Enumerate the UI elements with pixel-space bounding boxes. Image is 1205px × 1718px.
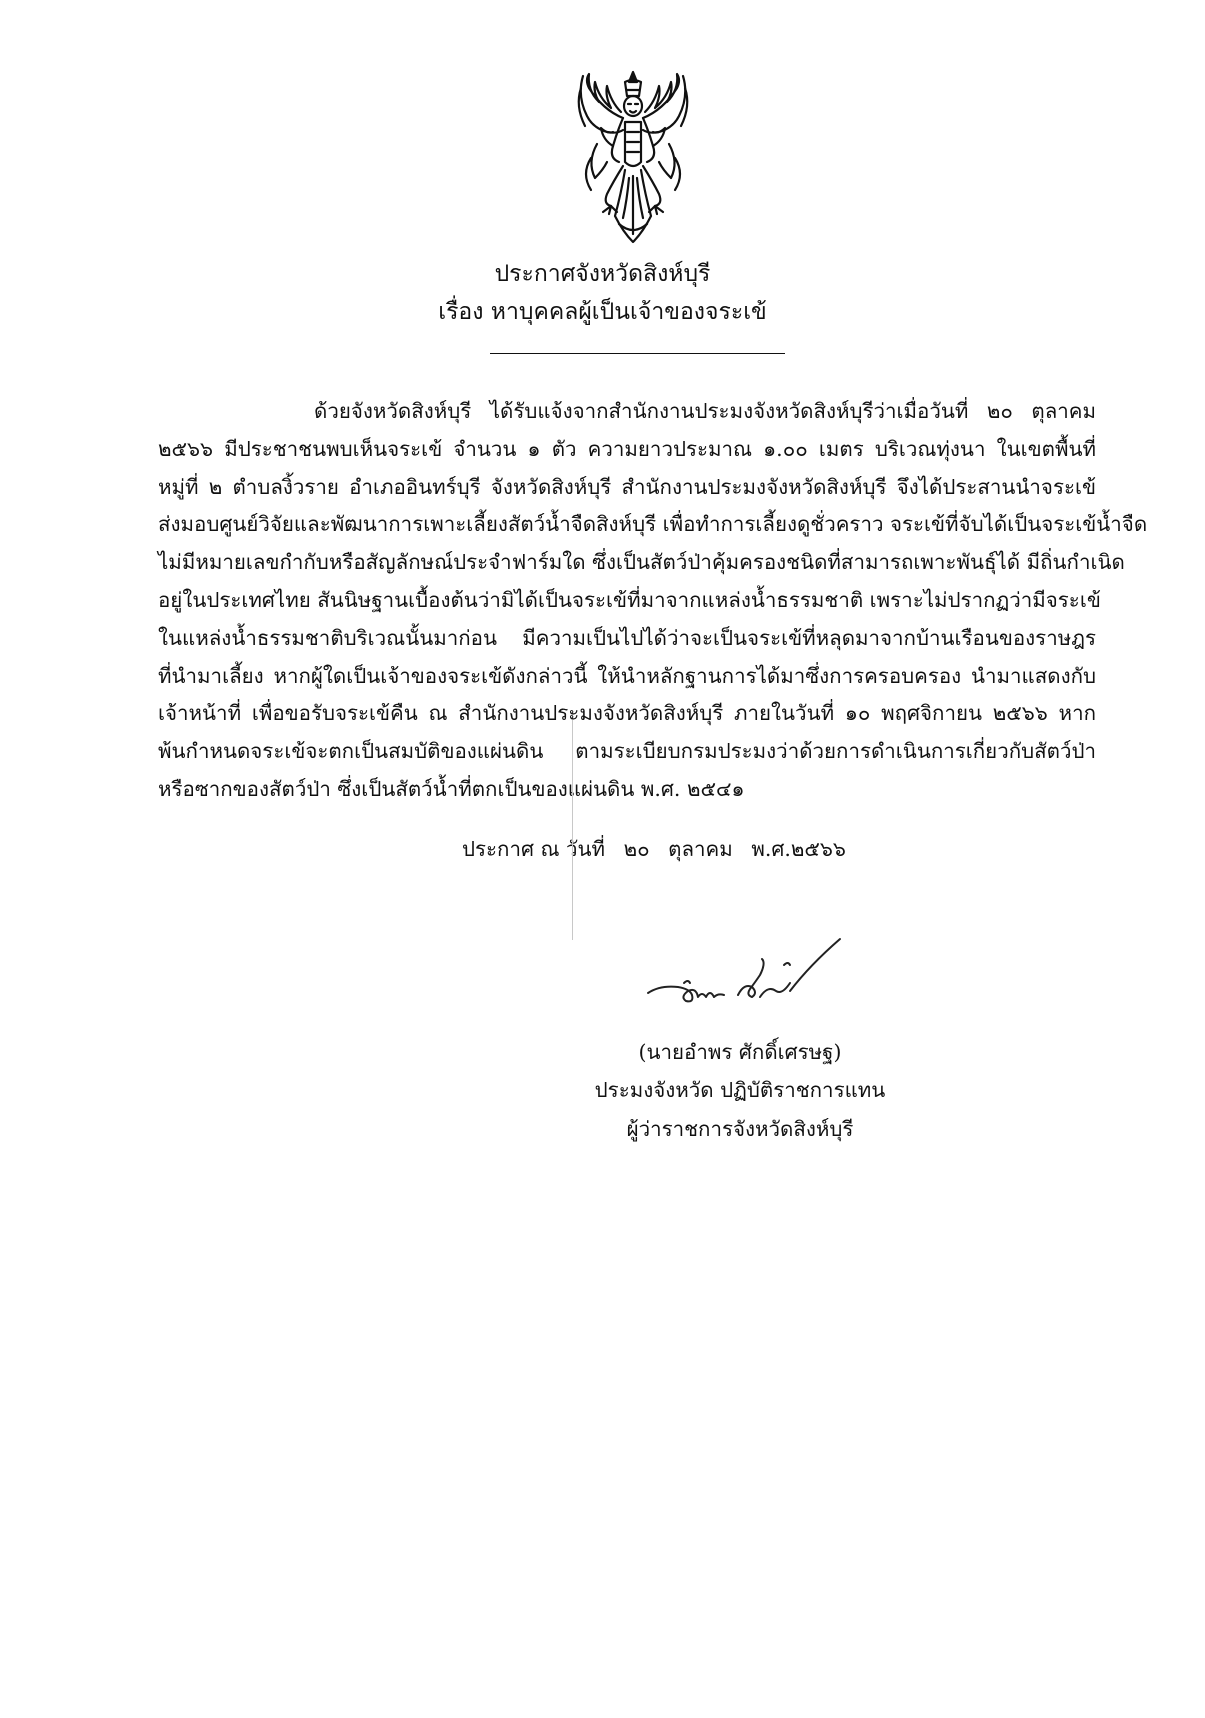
body-line: อยู่ในประเทศไทย สันนิษฐานเบื้องต้นว่ามิได้เป็นจระเข้ที่มาจากแหล่งน้ำธรรมชาติ เพราะไม่ปรากฏว่ามีจระเข้: [158, 587, 1101, 612]
announcement-prefix: ประกาศ ณ วันที่: [462, 837, 606, 861]
announcement-month: ตุลาคม: [668, 837, 733, 861]
body-line: ในแหล่งน้ำธรรมชาติบริเวณนั้นมาก่อน มีความเป็นไปได้ว่าจะเป็นจระเข้ที่หลุดมาจากบ้านเรือนของราษฎร: [158, 625, 1096, 650]
body-line: ไม่มีหมายเลขกำกับหรือสัญลักษณ์ประจำฟาร์มใด ซึ่งเป็นสัตว์ป่าคุ้มครองชนิดที่สามารถเพาะพันธุ์ได้ มีถิ่นกำเนิด: [158, 550, 1125, 575]
signer-position: ประมงจังหวัด ปฏิบัติราชการแทน: [594, 1078, 886, 1102]
document-title: ประกาศจังหวัดสิงห์บุรี: [494, 261, 711, 287]
body-line: ส่งมอบศูนย์วิจัยและพัฒนาการเพาะเลี้ยงสัตว์น้ำจืดสิงห์บุรี เพื่อทำการเลี้ยงดูชั่วคราว จระเข้ที่จับได้เป็นจระเข้น้ำจืด: [158, 512, 1148, 537]
body-line: ด้วยจังหวัดสิงห์บุรี ได้รับแจ้งจากสำนักงานประมงจังหวัดสิงห์บุรีว่าเมื่อวันที่ ๒๐ ตุลาคม: [314, 399, 1096, 423]
handwritten-signature-icon: [640, 935, 870, 1015]
announcement-year: พ.ศ.๒๕๖๖: [751, 837, 846, 861]
announcement-date: [462, 833, 858, 866]
signer-name: (นายอำพร ศักดิ์เศรษฐ): [638, 1040, 842, 1064]
announcement-day: ๒๐: [623, 837, 650, 861]
body-line: เจ้าหน้าที่ เพื่อขอรับจระเข้คืน ณ สำนักงานประมงจังหวัดสิงห์บุรี ภายในวันที่ ๑๐ พฤศจิกายน ๒๕๖๖ หาก: [158, 701, 1096, 726]
signer-office: ผู้ว่าราชการจังหวัดสิงห์บุรี: [626, 1117, 854, 1141]
body-line: หมู่ที่ ๒ ตำบลงิ้วราย อำเภออินทร์บุรี จังหวัดสิงห์บุรี สำนักงานประมงจังหวัดสิงห์บุรี จึงได้ประสานนำจระเข้: [158, 474, 1096, 499]
title-divider: [490, 353, 785, 354]
body-line: หรือซากของสัตว์ป่า ซึ่งเป็นสัตว์น้ำที่ตกเป็นของแผ่นดิน พ.ศ. ๒๕๔๑: [158, 776, 745, 801]
body-line: ที่นำมาเลี้ยง หากผู้ใดเป็นเจ้าของจระเข้ดังกล่าวนี้ ให้นำหลักฐานการได้มาซึ่งการครอบครอง นำมาแสดงกับ: [158, 663, 1096, 688]
body-line: พ้นกำหนดจระเข้จะตกเป็นสมบัติของแผ่นดิน ตามระเบียบกรมประมงว่าด้วยการดำเนินการเกี่ยวกับสัตว์ป่า: [158, 739, 1096, 764]
document-subject: เรื่อง หาบุคคลผู้เป็นเจ้าของจระเข้: [438, 299, 767, 325]
body-paragraph: [158, 393, 1148, 809]
scan-fold-line: [572, 720, 573, 940]
body-line: ๒๕๖๖ มีประชาชนพบเห็นจระเข้ จำนวน ๑ ตัว ความยาวประมาณ ๑.๐๐ เมตร บริเวณทุ่งนา ในเขตพื้นที่: [158, 436, 1096, 461]
garuda-emblem-icon: [573, 66, 693, 248]
